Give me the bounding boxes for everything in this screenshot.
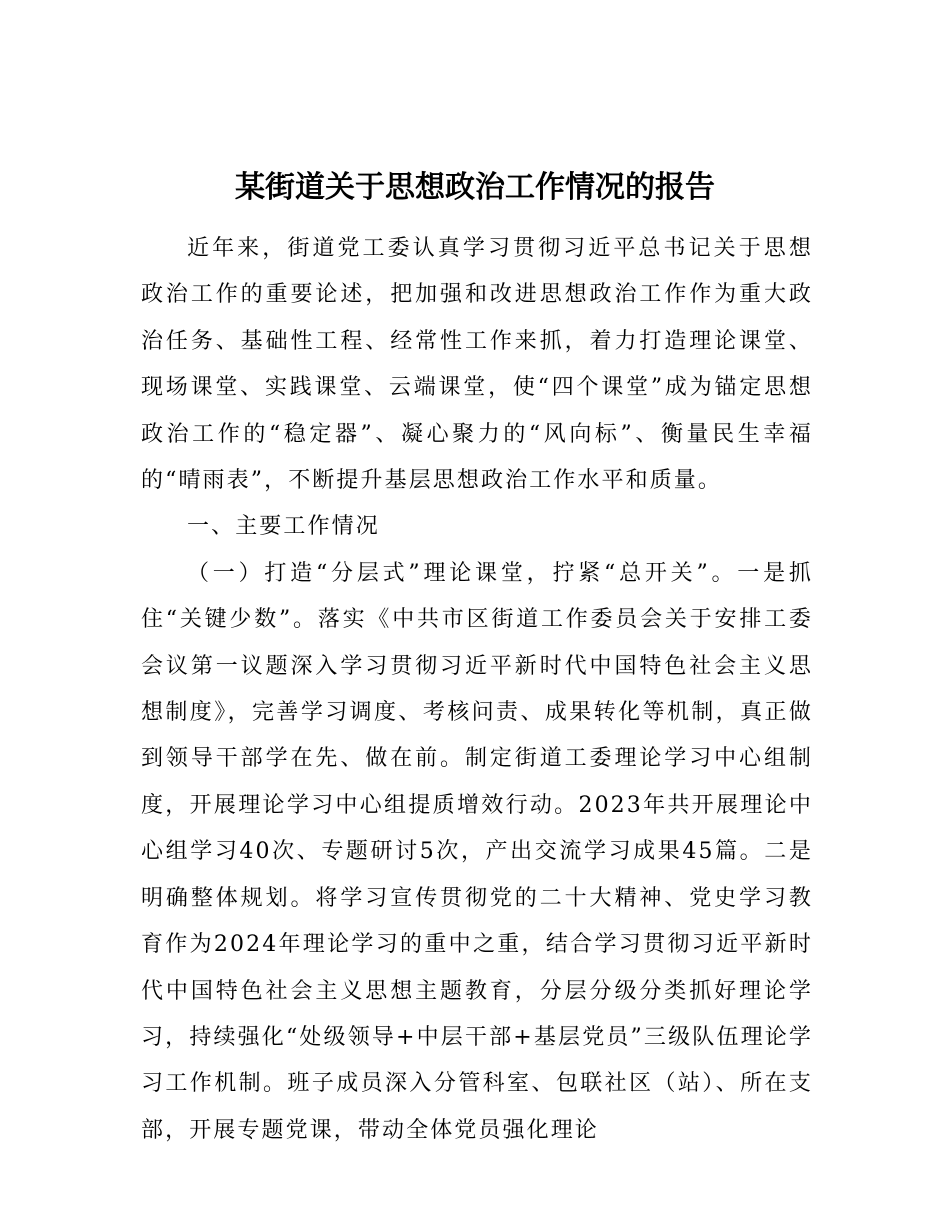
subsection-paragraph: （一）打造“分层式”理论课堂，拧紧“总开关”。一是抓住“关键少数”。落实《中共市区街道工作委员会关于安排工委会议第一议题深入学习贯彻习近平新时代中国特色社会主义思想制度》，完善学习调度、考核问责、成果转化等机制，真正做到领导干部学在先、做在前。制定街道工委理论学习中心组制度，开展理论学习中心组提质增效行动。2023年共开展理论中心组学习40次、专题研讨5次，产出交流学习成果45篇。二是明确整体规划。将学习宣传贯彻党的二十大精神、党史学习教育作为2024年理论学习的重中之重，结合学习贯彻习近平新时代中国特色社会主义思想主题教育，分层分级分类抓好理论学习，持续强化“处级领导+中层干部+基层党员”三级队伍理论学习工作机制。班子成员深入分管科室、包联社区（站）、所在支部，开展专题党课，带动全体党员强化理论: [141, 560, 813, 1143]
section-heading: 一、主要工作情况: [187, 514, 380, 540]
document-title: 某街道关于思想政治工作情况的报告: [235, 170, 715, 205]
intro-paragraph: 近年来，街道党工委认真学习贯彻习近平总书记关于思想政治工作的重要论述，把加强和改进思想政治工作作为重大政治任务、基础性工程、经常性工作来抓，着力打造理论课堂、现场课堂、实践课堂、云端课堂，使“四个课堂”成为锚定思想政治工作的“稳定器”、凝心聚力的“风向标”、衡量民生幸福的“晴雨表”，不断提升基层思想政治工作水平和质量。: [141, 236, 813, 494]
document-body: [141, 226, 813, 1154]
